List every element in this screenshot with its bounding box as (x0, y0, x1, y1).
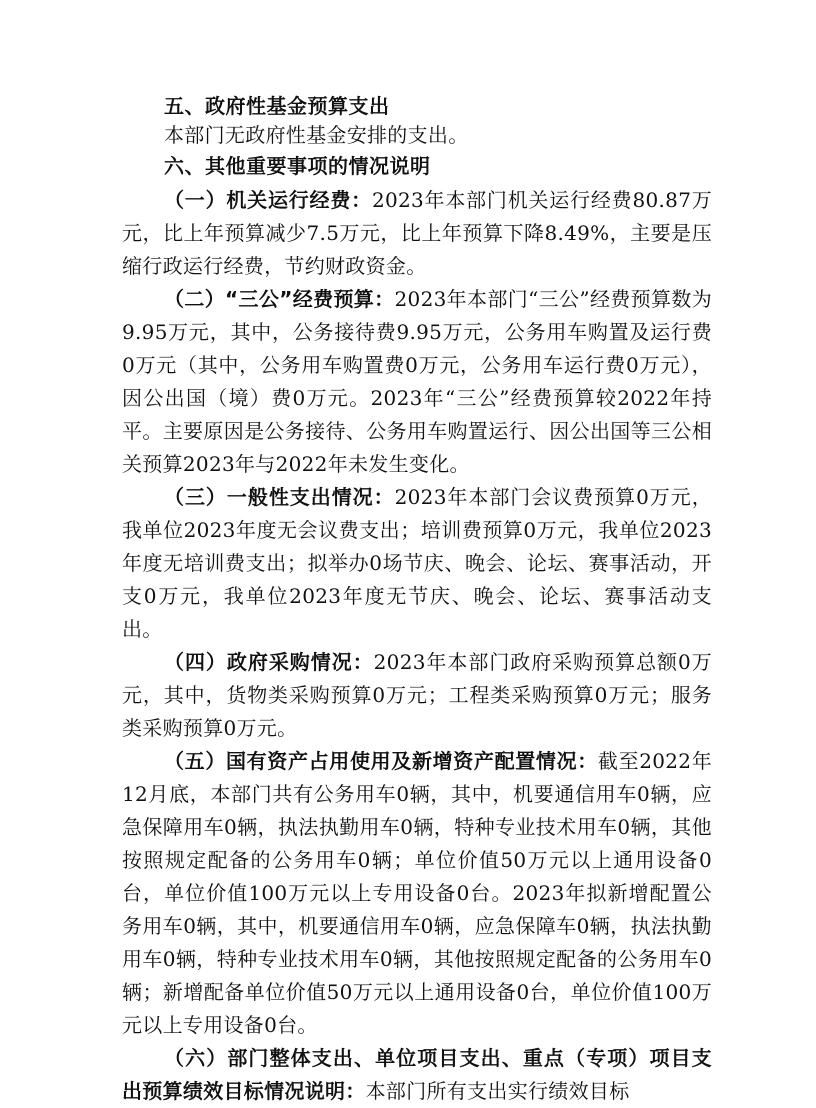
document-page (122, 92, 712, 1108)
section-6-title: 六、其他重要事项的情况说明 (164, 154, 431, 178)
item-6-body: 本部门所有支出实行绩效目标 (365, 1079, 630, 1103)
item-5-paragraph (122, 745, 712, 1042)
item-2-body: 2023年本部门“三公”经费预算数为9.95万元，其中，公务接待费9.95万元，公务用车购置及运行费0万元（其中，公务用车购置费0万元，公务用车运行费0万元），因公出国（境）费0万元。2023年“三公”经费预算较2022年持平。主要原因是公务接待、公务用车购置运行、因公出国等三公相关预算2023年与2022年未发生变化。 (122, 287, 713, 476)
item-6-paragraph (122, 1042, 712, 1108)
item-1-lead: （一）机关运行经费： (164, 188, 372, 212)
item-3-body: 2023年本部门会议费预算0万元，我单位2023年度无会议费支出；培训费预算0万元，我单位2023年度无培训费支出；拟举办0场节庆、晚会、论坛、赛事活动，开支0万元，我单位2023年度无节庆、晚会、论坛、赛事活动支出。 (122, 485, 712, 641)
section-5-title: 五、政府性基金预算支出 (164, 94, 390, 118)
section-5-body: 本部门无政府性基金安排的支出。 (164, 123, 469, 147)
item-3-paragraph (122, 481, 712, 646)
item-6-lead: （六）部门整体支出、单位项目支出、重点（专项）项目支出预算绩效目标情况说明： (122, 1046, 712, 1103)
item-3-lead: （三）一般性支出情况： (164, 485, 395, 509)
item-4-body: 2023年本部门政府采购预算总额0万元，其中，货物类采购预算0万元；工程类采购预算0万元；服务类采购预算0万元。 (122, 650, 712, 740)
item-2-lead: （二）“三公”经费预算： (164, 287, 395, 311)
item-1-paragraph (122, 184, 712, 283)
item-1-body: 2023年本部门机关运行经费80.87万元，比上年预算减少7.5万元，比上年预算下降8.49%，主要是压缩行政运行经费，节约财政资金。 (122, 188, 713, 278)
item-4-paragraph (122, 646, 712, 745)
item-5-body: 截至2022年12月底，本部门共有公务用车0辆，其中，机要通信用车0辆，应急保障用车0辆，执法执勤用车0辆，特种专业技术用车0辆，其他按照规定配备的公务用车0辆；单位价值50万元以上通用设备0台，单位价值100万元以上专用设备0台。2023年拟新增配置公务用车0辆，其中，机要通信用车0辆，应急保障车0辆，执法执勤用车0辆，特种专业技术用车0辆，其他按照规定配备的公务用车0辆；新增配备单位价值50万元以上通用设备0台，单位价值100万元以上专用设备0台。 (122, 749, 712, 1037)
item-2-paragraph (122, 283, 712, 481)
item-5-lead: （五）国有资产占用使用及新增资产配置情况： (164, 749, 598, 773)
item-4-lead: （四）政府采购情况： (164, 650, 374, 674)
